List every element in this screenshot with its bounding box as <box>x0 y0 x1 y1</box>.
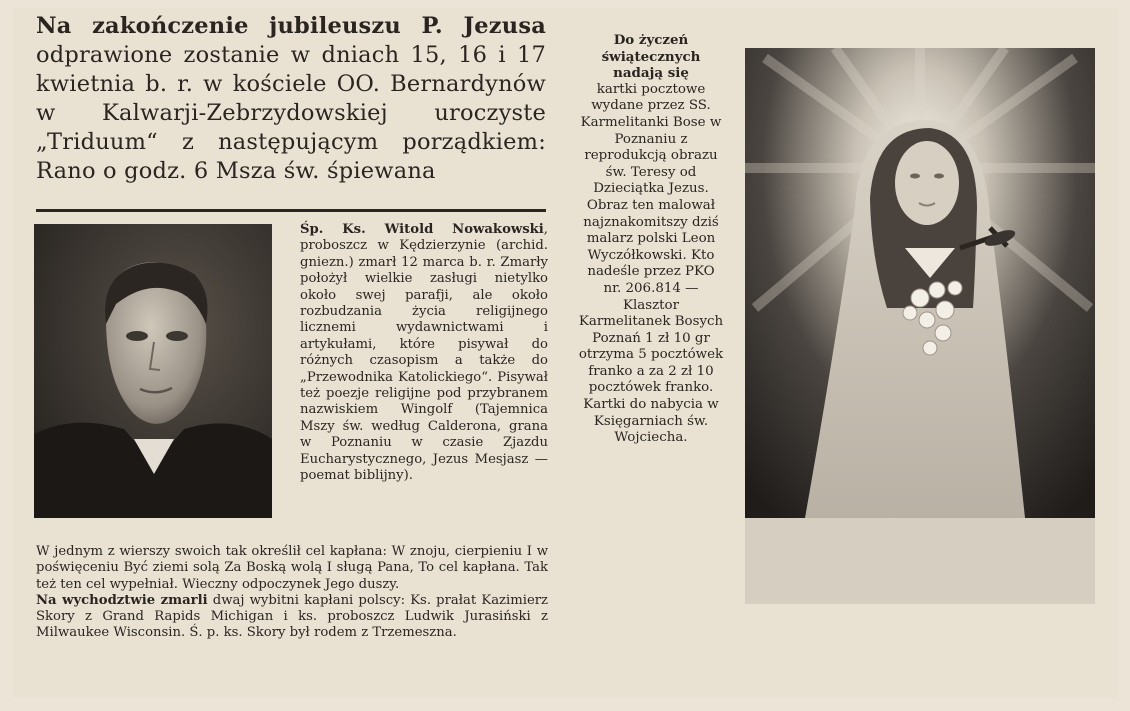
obituary-continuation-block <box>36 544 548 642</box>
obituary-continuation: W jednym z wierszy swoich tak określił cel kapłana: W znoju, cierpieniu I w poświęceniu Być ziemi solą Za Boską wolą I sługą Pana, To cel kapłana. Tak też ten cel wypełniał. Wieczny odpoczynek Jego duszy. <box>36 544 548 592</box>
postcards-lead: Do życzeń świątecznych nadają się <box>601 32 701 82</box>
jubilee-headline-bold: Na zakończenie jubileuszu P. Jezusa <box>36 13 546 39</box>
obituary-text: , proboszcz w Kędzierzynie (archid. gniezn.) zmarł 12 marca b. r. Zmarły położył wielkie zasługi nietylko około swej parafji, ale około rozbudzania życia religijnego licznemi wydawnictwami i artykułami, które pisywał do różnych czasopism a także do „Przewodnika Katolickiego“. Pisywał też poezje religijne pod przybranem nazwiskiem Wingolf (Tajemnica Mszy św. według Calderona, grana w Poznaniu w czasie Zjazdu Eucharystycznego, Jezus Mesjasz — poemat biblijny). <box>300 222 548 484</box>
emigration-bold: Na wychodztwie zmarli <box>36 592 208 608</box>
obituary-name: Śp. Ks. Witold Nowakowski <box>300 222 544 237</box>
emigration-paragraph <box>36 593 548 642</box>
saint-teresa-image <box>745 48 1095 604</box>
jubilee-text: odprawione zostanie w dniach 15, 16 i 17 kwietnia b. r. w kościele OO. Bernardynów w Kalwarji-Zebrzydowskiej uroczyste „Triduum“ z następującym porządkiem: Rano o godz. 6 Msza św. śpiewana <box>36 42 546 184</box>
priest-portrait-image <box>34 224 272 518</box>
saint-teresa-picture <box>745 48 1095 604</box>
emigration-text: dwaj wybitni kapłani polscy: Ks. prałat Kazimierz Skory z Grand Rapids Michigan i ks. proboszcz Ludwik Jurasiński z Milwaukee Wisconsin. Ś. p. ks. Skory był rodem z Trzemeszna. <box>36 592 548 641</box>
jubilee-announcement <box>36 12 546 186</box>
section-divider <box>36 209 546 212</box>
postcards-column <box>578 32 724 447</box>
postcards-text: kartki pocztowe wydane przez SS. Karmelitanki Bose w Poznaniu z reprodukcją obrazu św. Teresy od Dzieciątka Jezus. Obraz ten malował najznakomitszy dziś malarz polski Leon Wyczółkowski. Kto nadeśle przez PKO nr. 206.814 — Klasztor Karmelitanek Bosych Poznań 1 zł 10 gr otrzyma 5 pocztówek franko a za 2 zł 10 pocztówek franko. Kartki do nabycia w Księgarniach św. Wojciecha. <box>578 81 724 446</box>
obituary-column <box>300 222 548 485</box>
priest-portrait <box>34 224 272 518</box>
